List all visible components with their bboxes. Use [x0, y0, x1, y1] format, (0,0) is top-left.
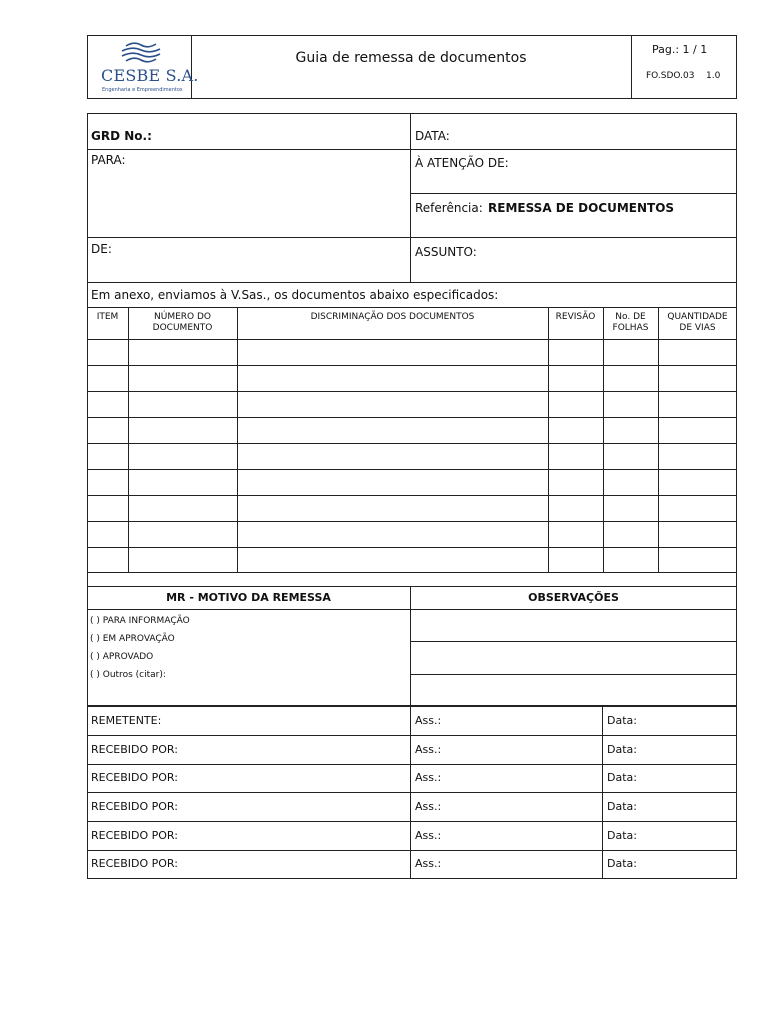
remetente-row-frame	[87, 706, 737, 736]
logo-company-name: CESBE S.A.	[101, 66, 199, 85]
signature-label: REMETENTE:	[91, 714, 162, 727]
header-discriminacao: DISCRIMINAÇÃO DOS DOCUMENTOS	[310, 312, 475, 322]
motivo-observacoes-box	[87, 586, 737, 706]
form-code: FO.SDO.03	[646, 71, 695, 81]
table-row-line	[87, 443, 737, 444]
signature-label: RECEBIDO POR:	[91, 743, 178, 756]
header-folhas-line2: FOLHAS	[612, 323, 649, 333]
main-form-box	[87, 113, 737, 587]
date-label: DATA:	[415, 129, 450, 143]
signature-date: Data:	[607, 857, 637, 870]
table-row-line	[87, 365, 737, 366]
motivo-option-informacao[interactable]: ( ) PARA INFORMAÇÃO	[90, 616, 190, 626]
signature-date: Data:	[607, 800, 637, 813]
table-row-line	[87, 339, 737, 340]
header-numero-line1: NÚMERO DO	[154, 312, 211, 322]
signature-label: RECEBIDO POR:	[91, 829, 178, 842]
signature-row-line	[87, 821, 737, 822]
obs-line-2	[410, 674, 737, 675]
motivo-option-aprovado[interactable]: ( ) APROVADO	[90, 652, 154, 662]
header-vias-line1: QUANTIDADE	[667, 312, 728, 322]
header-vias-line2: DE VIAS	[679, 323, 716, 333]
logo-tagline: Engenharia e Empreendimentos	[102, 87, 183, 93]
motivo-title: MR - MOTIVO DA REMESSA	[166, 591, 331, 604]
col-divider-numero	[237, 307, 238, 572]
table-row-line	[87, 495, 737, 496]
signature-date: Data:	[607, 829, 637, 842]
motivo-option-outros[interactable]: ( ) Outros (citar):	[90, 670, 166, 680]
form-line-2	[410, 193, 737, 194]
form-line-4	[87, 282, 737, 283]
form-divider-top	[410, 113, 411, 282]
table-row-line	[87, 417, 737, 418]
signature-ass: Ass.:	[415, 714, 442, 727]
table-bottom-line	[87, 572, 737, 573]
signature-ass: Ass.:	[415, 829, 442, 842]
table-row-line	[87, 547, 737, 548]
form-line-3	[87, 237, 737, 238]
de-label: DE:	[91, 242, 112, 256]
signature-date: Data:	[607, 771, 637, 784]
signature-ass: Ass.:	[415, 857, 442, 870]
col-divider-item	[128, 307, 129, 572]
grd-number-label: GRD No.:	[91, 129, 152, 143]
form-line-1	[87, 149, 737, 150]
col-divider-folhas	[658, 307, 659, 572]
wave-logo-icon	[96, 38, 186, 68]
obs-line-1	[410, 641, 737, 642]
assunto-label: ASSUNTO:	[415, 245, 477, 259]
signature-date: Data:	[607, 743, 637, 756]
motivo-header-line	[87, 609, 737, 610]
intro-text: Em anexo, enviamos à V.Sas., os documentos abaixo especificados:	[91, 288, 499, 302]
referencia-value: REMESSA DE DOCUMENTOS	[488, 201, 675, 215]
signature-row-line	[87, 850, 737, 851]
header-folhas-line1: No. DE	[615, 312, 646, 322]
signature-date: Data:	[607, 714, 637, 727]
motivo-obs-divider	[410, 586, 411, 706]
signature-label: RECEBIDO POR:	[91, 857, 178, 870]
page-title: Guia de remessa de documentos	[295, 50, 527, 66]
referencia-label: Referência:	[415, 201, 483, 215]
signature-ass: Ass.:	[415, 800, 442, 813]
header-divider-right	[631, 35, 632, 99]
form-version: 1.0	[706, 71, 721, 81]
form-line-5	[87, 307, 737, 308]
header-revisao: REVISÃO	[555, 312, 596, 322]
signature-ass: Ass.:	[415, 771, 442, 784]
header-item: ITEM	[96, 312, 119, 322]
table-row-line	[87, 469, 737, 470]
page-number: Pag.: 1 / 1	[652, 43, 708, 56]
signature-ass: Ass.:	[415, 743, 442, 756]
signature-label: RECEBIDO POR:	[91, 800, 178, 813]
signature-row-line	[87, 792, 737, 793]
observacoes-title: OBSERVAÇÕES	[528, 591, 619, 604]
signature-label: RECEBIDO POR:	[91, 771, 178, 784]
table-row-line	[87, 391, 737, 392]
company-logo	[96, 38, 199, 96]
atencao-label: À ATENÇÃO DE:	[415, 156, 509, 170]
col-divider-revisao	[603, 307, 604, 572]
motivo-option-aprovacao[interactable]: ( ) EM APROVAÇÃO	[90, 634, 175, 644]
header-numero-line2: DOCUMENTO	[152, 323, 213, 333]
para-label: PARA:	[91, 153, 126, 167]
signature-row-line	[87, 764, 737, 765]
table-row-line	[87, 521, 737, 522]
col-divider-discriminacao	[548, 307, 549, 572]
